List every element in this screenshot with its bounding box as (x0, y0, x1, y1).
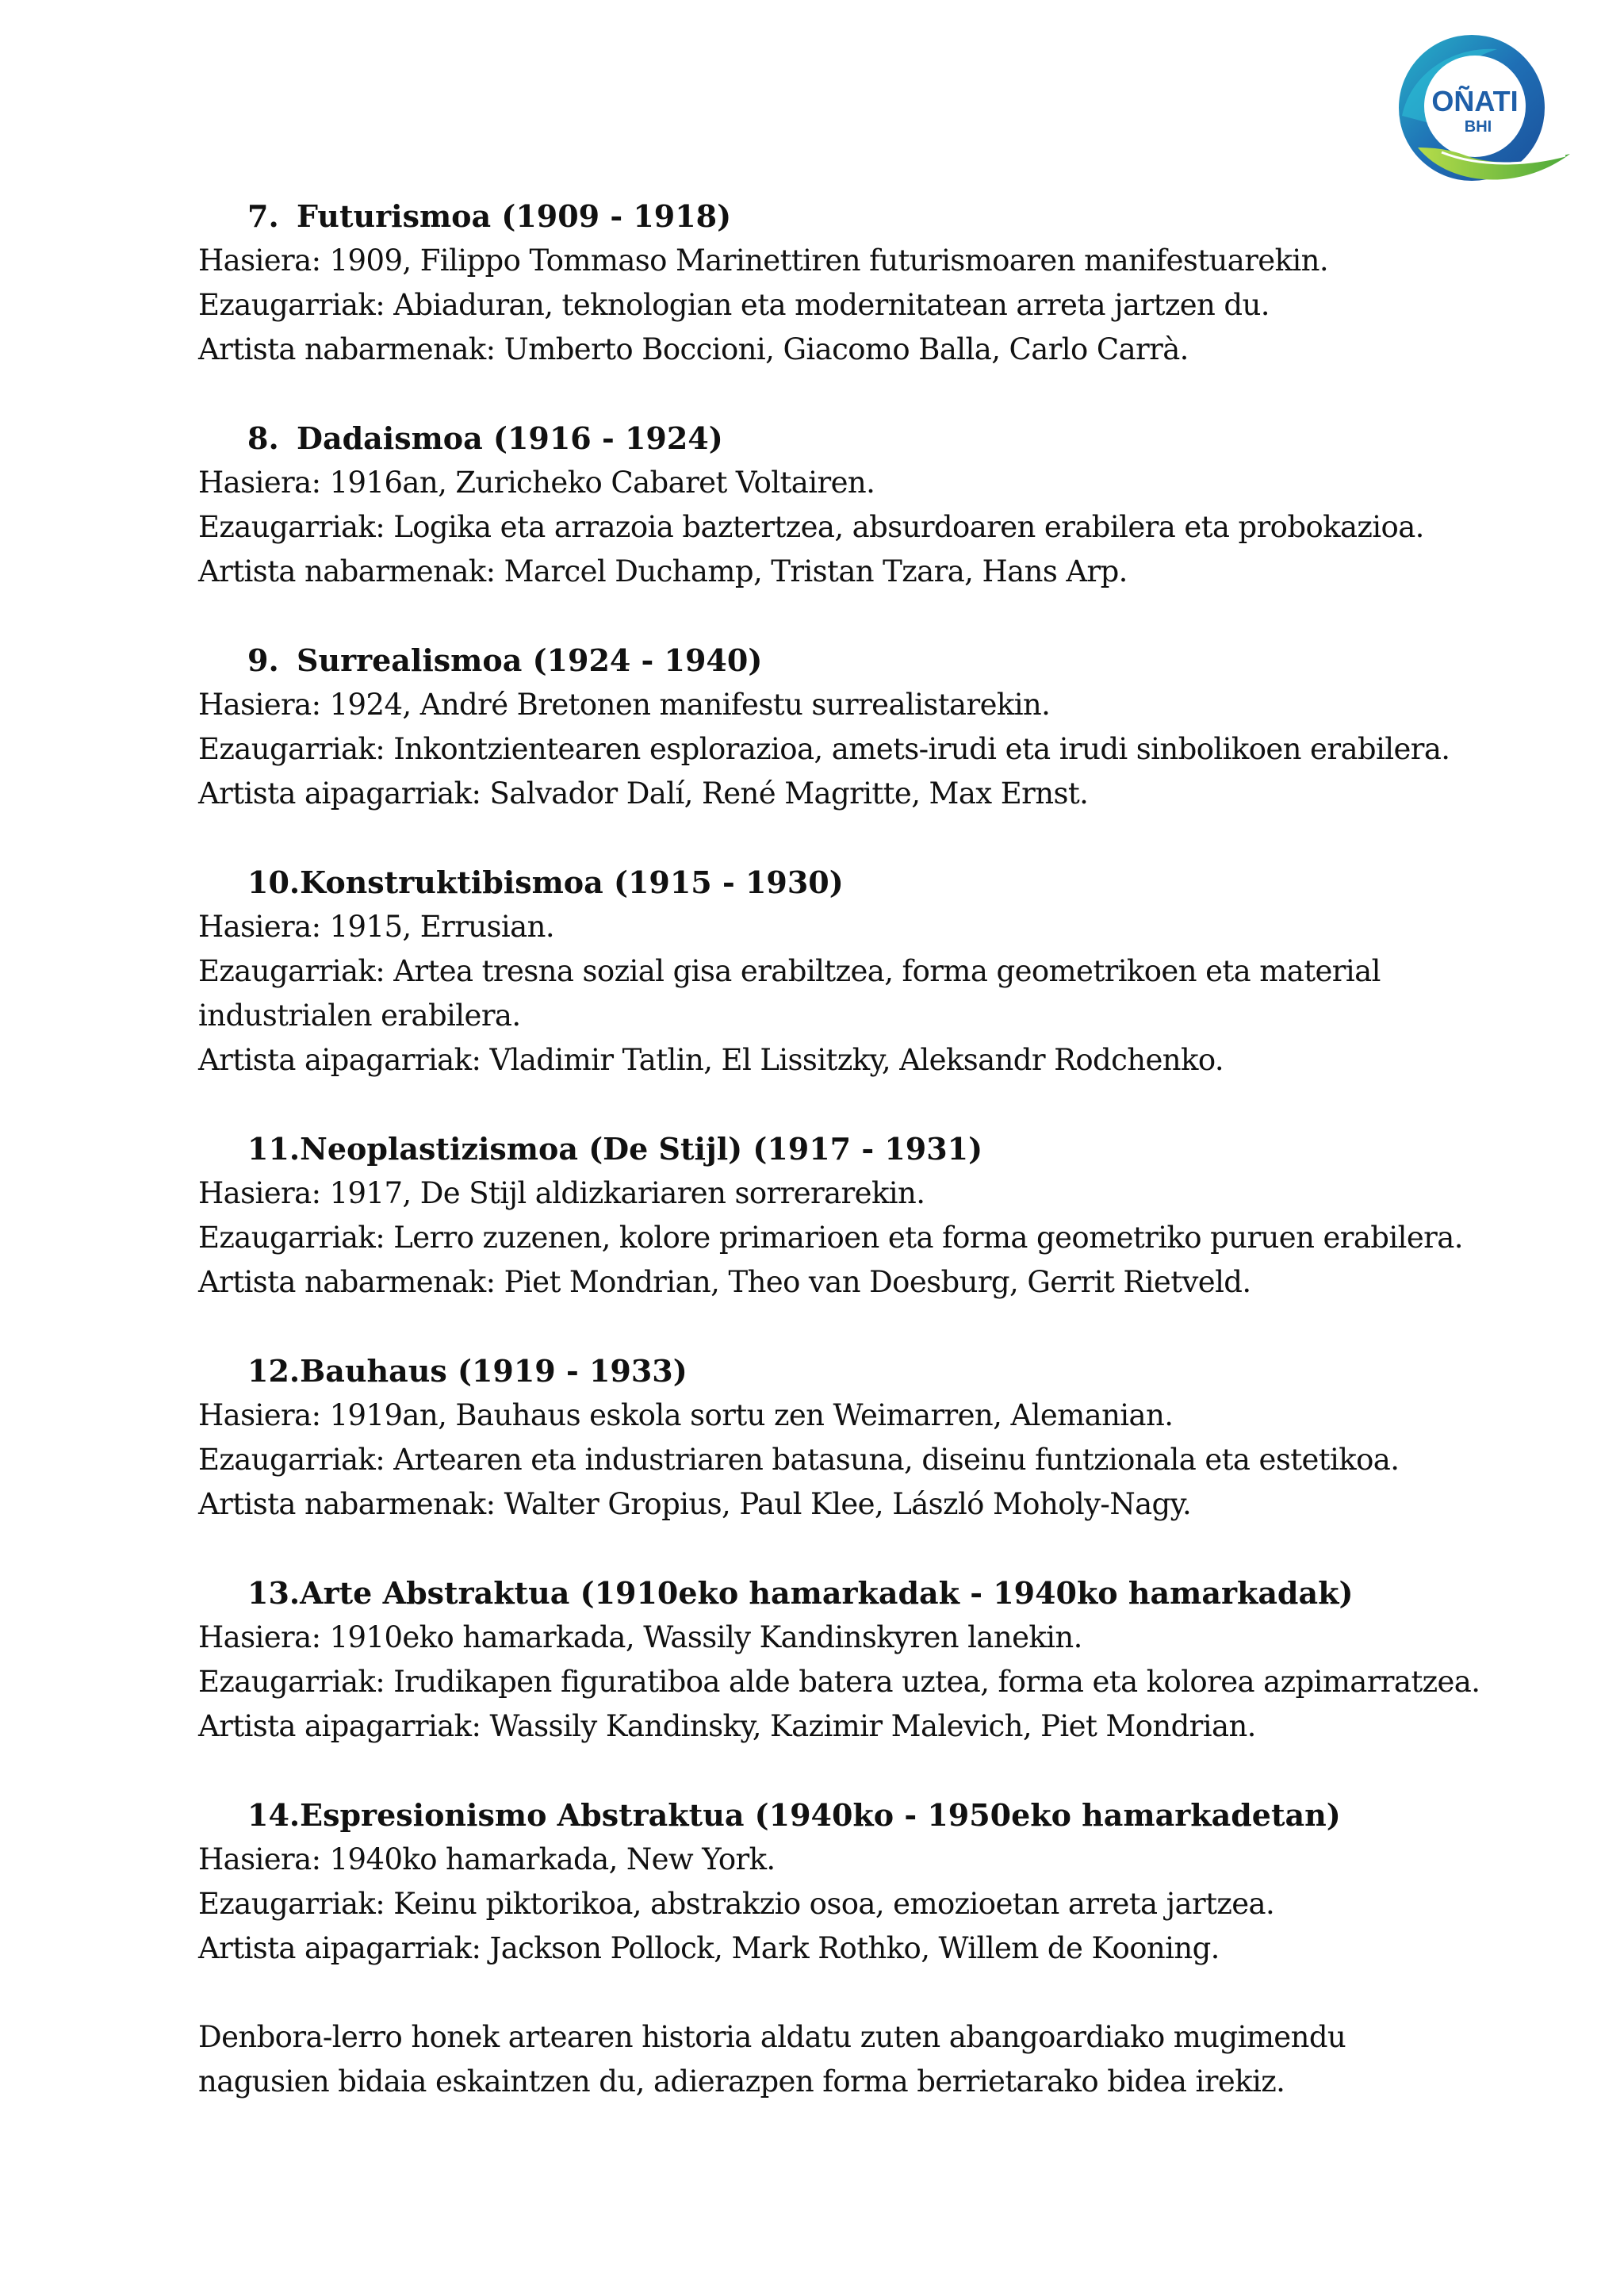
conclusion-line: Denbora-lerro honek artearen historia aldatu zuten abangoardiako mugimendu (198, 2020, 1346, 2054)
section-number: 12. (247, 1353, 301, 1389)
logo-text-top: OÑATI (1431, 85, 1519, 117)
section-heading (247, 1571, 1499, 1616)
section-title: Neoplastizismoa (De Stijl) (1917 - 1931) (300, 1131, 983, 1167)
section-futurismoa (198, 194, 1499, 372)
section-espresionismo-abstraktua (198, 1793, 1499, 1971)
section-heading (247, 1349, 1499, 1393)
section-number: 13. (247, 1575, 301, 1611)
section-heading (247, 1793, 1499, 1838)
section-line: Artista aipagarriak: Wassily Kandinsky, Kazimir Malevich, Piet Mondrian. (198, 1709, 1256, 1743)
section-line: Artista aipagarriak: Salvador Dalí, René Magritte, Max Ernst. (198, 776, 1089, 811)
section-dadaismoa (198, 416, 1499, 594)
section-line: Ezaugarriak: Inkontzientearen esplorazioa, amets-irudi eta irudi sinbolikoen erabilera. (198, 732, 1450, 766)
section-line: industrialen erabilera. (198, 999, 521, 1033)
section-title: Espresionismo Abstraktua (1940ko - 1950eko hamarkadetan) (300, 1797, 1341, 1833)
section-konstruktibismoa (198, 861, 1499, 1083)
section-line: Hasiera: 1909, Filippo Tommaso Marinettiren futurismoaren manifestuarekin. (198, 243, 1329, 278)
section-line: Ezaugarriak: Keinu piktorikoa, abstrakzio osoa, emozioetan arreta jartzea. (198, 1887, 1275, 1921)
section-line: Hasiera: 1919an, Bauhaus eskola sortu zen Weimarren, Alemanian. (198, 1398, 1174, 1432)
section-line: Hasiera: 1910eko hamarkada, Wassily Kandinskyren lanekin. (198, 1620, 1082, 1654)
section-line: Artista aipagarriak: Jackson Pollock, Mark Rothko, Willem de Kooning. (198, 1931, 1220, 1965)
section-line: Hasiera: 1924, André Bretonen manifestu surrealistarekin. (198, 688, 1051, 722)
section-line: Ezaugarriak: Artearen eta industriaren batasuna, diseinu funtzionala eta estetikoa. (198, 1443, 1400, 1477)
section-number: 7. (247, 198, 279, 234)
section-heading (247, 861, 1499, 905)
section-title: Surrealismoa (1924 - 1940) (297, 642, 763, 678)
section-line: Hasiera: 1917, De Stijl aldizkariaren sorrerarekin. (198, 1176, 925, 1210)
section-number: 10. (247, 864, 301, 900)
section-line: Artista aipagarriak: Vladimir Tatlin, El Lissitzky, Aleksandr Rodchenko. (198, 1043, 1224, 1077)
section-line: Ezaugarriak: Logika eta arrazoia baztertzea, absurdoaren erabilera eta probokazioa. (198, 510, 1424, 544)
section-surrealismoa (198, 638, 1499, 816)
section-arte-abstraktua (198, 1571, 1499, 1749)
section-heading (247, 194, 1499, 239)
section-line: Hasiera: 1915, Errusian. (198, 910, 554, 944)
section-line: Ezaugarriak: Artea tresna sozial gisa erabiltzea, forma geometrikoen eta material (198, 954, 1381, 988)
section-bauhaus (198, 1349, 1499, 1527)
section-line: Ezaugarriak: Abiaduran, teknologian eta modernitatean arreta jartzen du. (198, 288, 1270, 322)
section-title: Arte Abstraktua (1910eko hamarkadak - 1940ko hamarkadak) (300, 1575, 1354, 1611)
section-line: Hasiera: 1940ko hamarkada, New York. (198, 1842, 776, 1876)
logo-text-bottom: BHI (1464, 118, 1492, 136)
section-number: 9. (247, 642, 279, 678)
section-line: Ezaugarriak: Irudikapen figuratiboa alde batera uztea, forma eta kolorea azpimarratzea. (198, 1665, 1480, 1699)
section-title: Futurismoa (1909 - 1918) (297, 198, 732, 234)
logo-graphic (1386, 29, 1576, 197)
conclusion-paragraph (198, 2015, 1499, 2104)
section-number: 11. (247, 1131, 301, 1167)
section-number: 8. (247, 420, 279, 456)
section-title: Bauhaus (1919 - 1933) (300, 1353, 688, 1389)
section-heading (247, 638, 1499, 683)
section-neoplastizismoa (198, 1127, 1499, 1305)
document-body (198, 194, 1499, 2104)
section-title: Konstruktibismoa (1915 - 1930) (300, 864, 844, 900)
section-line: Artista nabarmenak: Piet Mondrian, Theo van Doesburg, Gerrit Rietveld. (198, 1265, 1251, 1299)
section-heading (247, 416, 1499, 461)
section-heading (247, 1127, 1499, 1171)
section-line: Artista nabarmenak: Marcel Duchamp, Tristan Tzara, Hans Arp. (198, 554, 1128, 588)
section-line: Hasiera: 1916an, Zuricheko Cabaret Voltairen. (198, 466, 875, 500)
section-line: Ezaugarriak: Lerro zuzenen, kolore primarioen eta forma geometriko puruen erabilera. (198, 1221, 1463, 1255)
conclusion-line: nagusien bidaia eskaintzen du, adierazpen forma berrietarako bidea irekiz. (198, 2064, 1285, 2099)
section-line: Artista nabarmenak: Walter Gropius, Paul Klee, László Moholy-Nagy. (198, 1487, 1192, 1521)
section-line: Artista nabarmenak: Umberto Boccioni, Giacomo Balla, Carlo Carrà. (198, 332, 1189, 366)
school-logo (1386, 29, 1576, 197)
section-title: Dadaismoa (1916 - 1924) (297, 420, 723, 456)
section-number: 14. (247, 1797, 301, 1833)
